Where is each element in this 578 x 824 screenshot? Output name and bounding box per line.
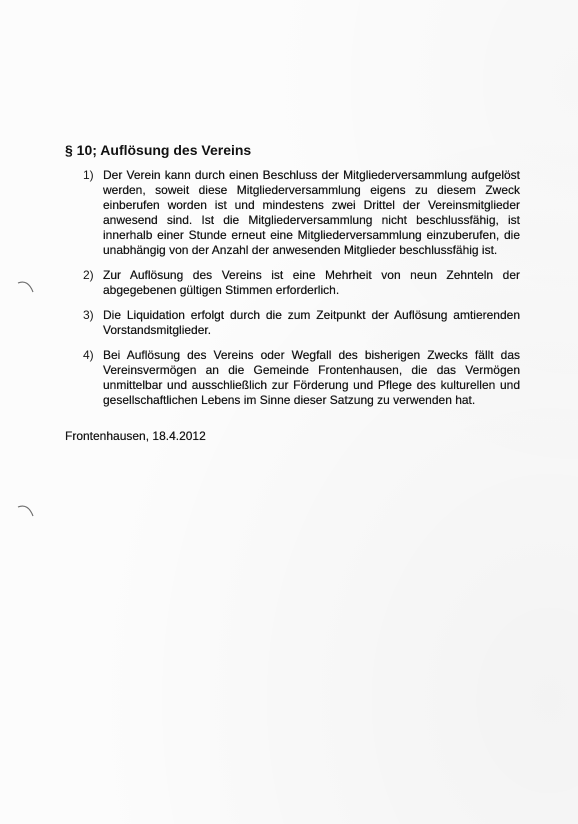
clause-line: einberufen worden ist und mindestens zwei Drittel der Vereinsmitglieder bbox=[103, 198, 520, 212]
clause-line: anwesend sind. Ist die Mitgliederversammlung nicht beschlussfähig, ist bbox=[103, 213, 520, 227]
clause-item-4 bbox=[83, 348, 523, 408]
section-heading: § 10; Auflösung des Vereins bbox=[65, 142, 252, 158]
clause-line: abgegebenen gültigen Stimmen erforderlich. bbox=[103, 283, 340, 297]
clause-item-3 bbox=[83, 308, 523, 338]
clause-number: 2) bbox=[83, 268, 94, 282]
clause-list bbox=[83, 168, 523, 418]
clause-number: 3) bbox=[83, 308, 94, 322]
clause-line: unabhängig von der Anzahl der anwesenden Mitglieder beschlussfähig ist. bbox=[103, 243, 498, 257]
clause-item-2 bbox=[83, 268, 523, 298]
clause-line: Zur Auflösung des Vereins ist eine Mehrheit von neun Zehnteln der bbox=[103, 268, 520, 282]
clause-text bbox=[103, 168, 520, 258]
clause-number: 1) bbox=[83, 168, 94, 182]
clause-line: Die Liquidation erfolgt durch die zum Zeitpunkt der Auflösung amtierenden bbox=[103, 308, 520, 322]
clause-text bbox=[103, 308, 520, 338]
clause-line: gesellschaftlichen Lebens im Sinne dieser Satzung zu verwenden hat. bbox=[103, 393, 476, 407]
clause-text bbox=[103, 268, 520, 298]
clause-line: Bei Auflösung des Vereins oder Wegfall des bisherigen Zwecks fällt das bbox=[103, 348, 520, 362]
clause-line: werden, soweit diese Mitgliederversammlung eigens zu diesem Zweck bbox=[103, 183, 520, 197]
place-date: Frontenhausen, 18.4.2012 bbox=[65, 429, 206, 443]
clause-line: Vorstandsmitglieder. bbox=[103, 323, 212, 337]
clause-line: Vereinsvermögen an die Gemeinde Frontenhausen, die das Vermögen bbox=[103, 363, 520, 377]
clause-line: innerhalb einer Stunde erneut eine Mitgliederversammlung einzuberufen, die bbox=[103, 228, 520, 242]
clause-line: unmittelbar und ausschließlich zur Förderung und Pflege des kulturellen und bbox=[103, 378, 520, 392]
clause-text bbox=[103, 348, 520, 408]
clause-line: Der Verein kann durch einen Beschluss der Mitgliederversammlung aufgelöst bbox=[103, 168, 520, 182]
punch-hole-mark-icon bbox=[10, 276, 40, 296]
punch-hole-mark-icon bbox=[10, 500, 40, 520]
clause-number: 4) bbox=[83, 348, 94, 362]
clause-item-1 bbox=[83, 168, 523, 258]
